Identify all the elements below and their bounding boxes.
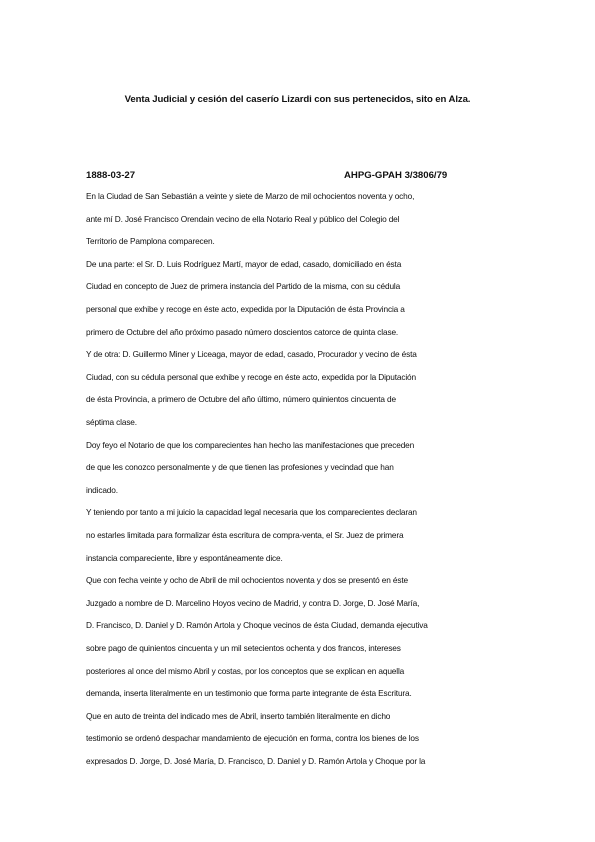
body-text-line: Territorio de Pamplona comparecen. [86, 236, 215, 247]
body-text-line: expresados D. Jorge, D. José María, D. Francisco, D. Daniel y D. Ramón Artola y Choque por la [86, 756, 426, 766]
body-text-line: Y teniendo por tanto a mi juicio la capacidad legal necesaria que los comparecientes declaran [86, 507, 417, 518]
document-title: Venta Judicial y cesión del caserío Lizardi con sus pertenecidos, sito en Alza. [124, 94, 471, 105]
body-text-line: demanda, inserta literalmente en un testimonio que forma parte integrante de ésta Escritura. [86, 688, 412, 699]
body-text-line: De una parte: el Sr. D. Luis Rodríguez Martí, mayor de edad, casado, domiciliado en ésta [86, 258, 402, 269]
document-date: 1888-03-27 [86, 170, 136, 181]
body-text-line: indicado. [86, 484, 118, 495]
body-text-line: ante mí D. José Francisco Orendain vecino de ella Notario Real y público del Colegio del [86, 213, 400, 224]
body-text-line: personal que exhibe y recoge en éste acto, expedida por la Diputación de ésta Provincia a [86, 304, 405, 314]
body-text-line: instancia compareciente, libre y espontáneamente dice. [86, 552, 283, 563]
body-text-line: sobre pago de quinientos cincuenta y un mil setecientos ochenta y dos francos, intereses [86, 643, 401, 653]
body-text-line: testimonio se ordenó despachar mandamiento de ejecución en forma, contra los bienes de los [86, 733, 419, 744]
body-text-line: de que les conozco personalmente y de que tienen las profesiones y vecindad que han [86, 462, 394, 473]
body-text-line: de ésta Provincia, a primero de Octubre del año último, número quinientos cincuenta de [86, 394, 396, 405]
body-text-line: posteriores al once del mismo Abril y costas, por los conceptos que se explican en aquella [86, 665, 405, 676]
body-text-line: séptima clase. [86, 417, 137, 427]
body-text-line: Ciudad en concepto de Juez de primera instancia del Partido de la misma, con su cédula [86, 281, 401, 292]
body-text-line: Juzgado a nombre de D. Marcelino Hoyos vecino de Madrid, y contra D. Jorge, D. José María, [86, 597, 420, 608]
body-text-line: Doy feyo el Notario de que los comparecientes han hecho las manifestaciones que preceden [86, 439, 415, 450]
body-text-line: no estarles limitada para formalizar ésta escritura de compra-venta, el Sr. Juez de primera [86, 530, 404, 540]
body-text-line: Que en auto de treinta del indicado mes de Abril, inserto también literalmente en dicho [86, 710, 391, 721]
archive-reference: AHPG-GPAH 3/3806/79 [344, 170, 448, 181]
body-text-line: primero de Octubre del año próximo pasado número doscientos catorce de quinta clase. [86, 326, 399, 337]
body-text-line: Ciudad, con su cédula personal que exhibe y recoge en éste acto, expedida por la Diputación [86, 371, 416, 382]
body-text-line: En la Ciudad de San Sebastián a veinte y siete de Marzo de mil ochocientos noventa y ocho, [86, 191, 415, 201]
body-text-line: D. Francisco, D. Daniel y D. Ramón Artola y Choque vecinos de ésta Ciudad, demanda ejecutiva [86, 620, 428, 631]
body-text-line: Y de otra: D. Guillermo Miner y Liceaga, mayor de edad, casado, Procurador y vecino de ésta [86, 349, 417, 360]
body-text-line: Que con fecha veinte y ocho de Abril de mil ochocientos noventa y dos se presentó en éste [86, 575, 408, 586]
